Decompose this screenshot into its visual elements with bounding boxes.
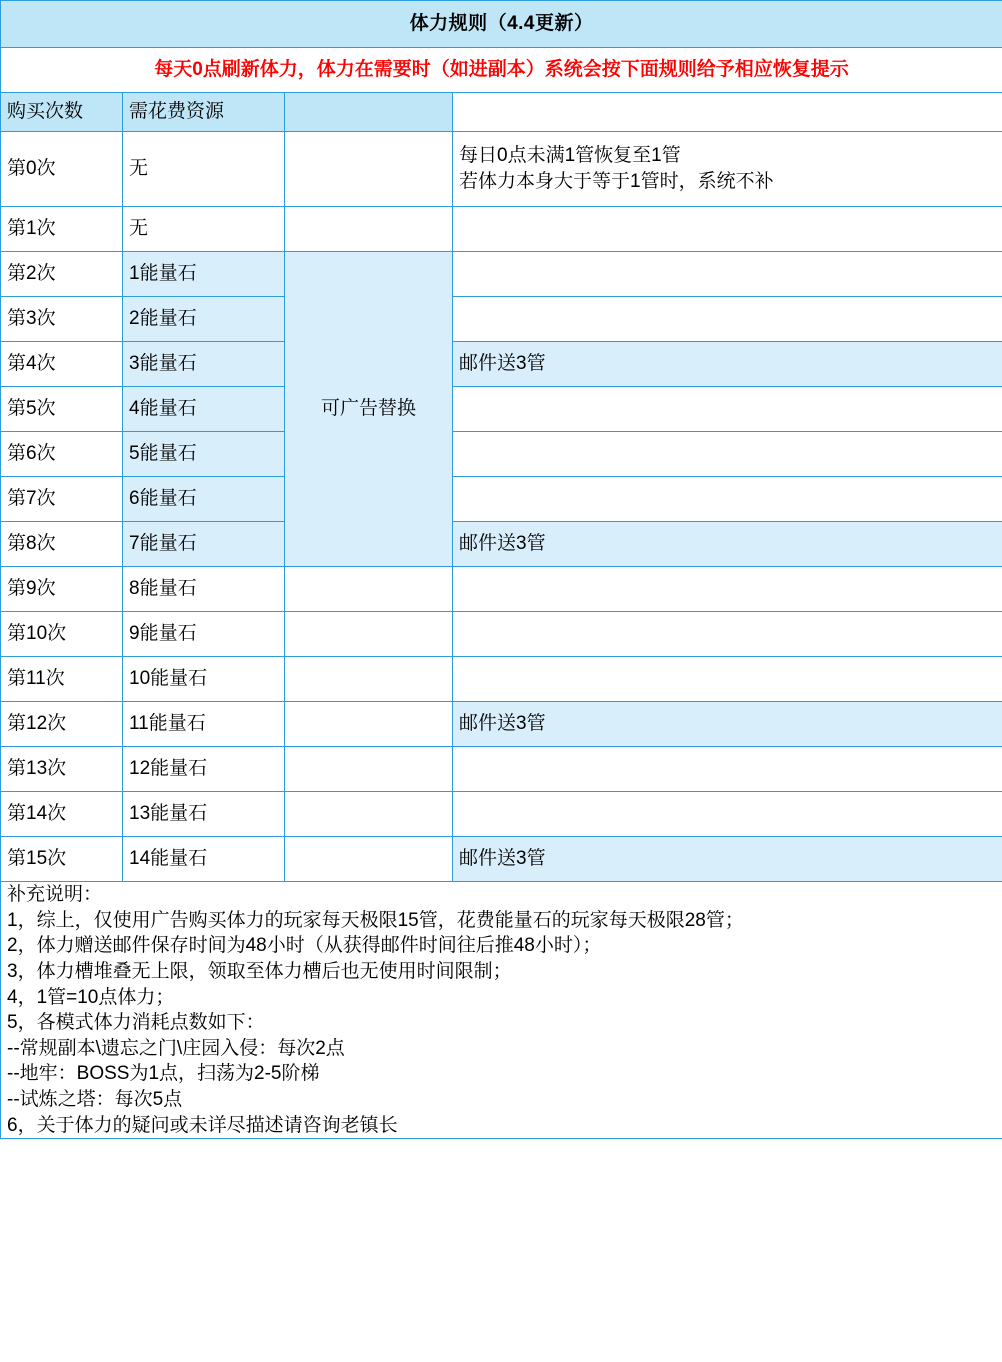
- column-header-cost: 需花费资源: [123, 93, 285, 132]
- footer-line-2: 2，体力赠送邮件保存时间为48小时（从获得邮件时间往后推48小时）；: [7, 935, 602, 957]
- row-count: 第5次: [1, 387, 123, 432]
- row-ad: [285, 132, 453, 207]
- row-cost: 10能量石: [123, 657, 285, 702]
- footer-line-6: --常规副本\遗忘之门\庄园入侵：每次2点: [7, 1037, 345, 1059]
- row-count: 第15次: [1, 837, 123, 882]
- row-ad: [285, 567, 453, 612]
- row-note: 邮件送3管: [453, 702, 1002, 747]
- row-count: 第3次: [1, 297, 123, 342]
- row-cost: 11能量石: [123, 702, 285, 747]
- row-note: [453, 477, 1002, 522]
- row-count: 第7次: [1, 477, 123, 522]
- row-count: 第8次: [1, 522, 123, 567]
- row-note: [453, 657, 1002, 702]
- row-cost: 9能量石: [123, 612, 285, 657]
- table-row: [1, 837, 1002, 882]
- row-cost: 无: [123, 132, 285, 207]
- table-row: [1, 432, 1002, 477]
- row-count: 第13次: [1, 747, 123, 792]
- footer-heading: 补充说明：: [7, 884, 103, 905]
- row-cost: 14能量石: [123, 837, 285, 882]
- table-row: [1, 567, 1002, 612]
- table-row: [1, 657, 1002, 702]
- table-row: [1, 297, 1002, 342]
- footer-line-8: --试炼之塔：每次5点: [7, 1089, 183, 1111]
- row-cost: 无: [123, 207, 285, 252]
- row-cost: 6能量石: [123, 477, 285, 522]
- row-note: [453, 567, 1002, 612]
- row-count: 第2次: [1, 252, 123, 297]
- row-count: 第4次: [1, 342, 123, 387]
- title-row: [1, 1, 1002, 48]
- column-header-note: [453, 93, 1002, 132]
- row-note: 邮件送3管: [453, 522, 1002, 567]
- row-note: [453, 792, 1002, 837]
- row-note-line-1: 每日0点未满1管恢复至1管: [459, 145, 681, 167]
- footer-row: [1, 882, 1002, 1139]
- row-ad: [285, 612, 453, 657]
- footer-line-5: 5，各模式体力消耗点数如下：: [7, 1012, 265, 1034]
- row-cost: 12能量石: [123, 747, 285, 792]
- row-note: [453, 297, 1002, 342]
- table-row: [1, 207, 1002, 252]
- table-row: [1, 702, 1002, 747]
- row-cost: 7能量石: [123, 522, 285, 567]
- row-cost: 4能量石: [123, 387, 285, 432]
- header-row: [1, 93, 1002, 132]
- row-ad: [285, 747, 453, 792]
- ad-replacement-cell: 可广告替换: [285, 252, 453, 567]
- row-note: 邮件送3管: [453, 342, 1002, 387]
- row-cost: 8能量石: [123, 567, 285, 612]
- row-count: 第1次: [1, 207, 123, 252]
- row-ad: [285, 837, 453, 882]
- row-ad: [285, 207, 453, 252]
- table-row: [1, 477, 1002, 522]
- row-count: 第9次: [1, 567, 123, 612]
- row-note: [453, 612, 1002, 657]
- footer-line-1: 1，综上，仅使用广告购买体力的玩家每天极限15管，花费能量石的玩家每天极限28管；: [7, 909, 744, 931]
- row-ad: [285, 792, 453, 837]
- table-row: [1, 342, 1002, 387]
- column-header-ad: [285, 93, 453, 132]
- row-note: [453, 252, 1002, 297]
- row-count: 第6次: [1, 432, 123, 477]
- table-row: [1, 252, 1002, 297]
- notice-row: [1, 48, 1002, 93]
- footer-line-7: --地牢：BOSS为1点，扫荡为2-5阶梯: [7, 1063, 320, 1085]
- row-cost: 5能量石: [123, 432, 285, 477]
- row-cost: 2能量石: [123, 297, 285, 342]
- row-cost: 3能量石: [123, 342, 285, 387]
- footer-line-3: 3，体力槽堆叠无上限，领取至体力槽后也无使用时间限制；: [7, 960, 512, 982]
- row-note: 邮件送3管: [453, 837, 1002, 882]
- column-header-count: 购买次数: [1, 93, 123, 132]
- row-count: 第10次: [1, 612, 123, 657]
- row-cost: 13能量石: [123, 792, 285, 837]
- row-ad: [285, 657, 453, 702]
- row-count: 第11次: [1, 657, 123, 702]
- row-count: 第12次: [1, 702, 123, 747]
- table-row: [1, 612, 1002, 657]
- row-note: [453, 387, 1002, 432]
- page-title: 体力规则（4.4更新）: [1, 1, 1002, 48]
- table-row: [1, 522, 1002, 567]
- notice-text: 每天0点刷新体力，体力在需要时（如进副本）系统会按下面规则给予相应恢复提示: [1, 48, 1002, 93]
- row-note: [453, 132, 1002, 207]
- table-row: [1, 387, 1002, 432]
- table-row: [1, 132, 1002, 207]
- row-count: 第0次: [1, 132, 123, 207]
- row-note: [453, 432, 1002, 477]
- table-row: [1, 792, 1002, 837]
- row-note: [453, 747, 1002, 792]
- table-body: [1, 1, 1002, 1139]
- row-ad: [285, 702, 453, 747]
- row-count: 第14次: [1, 792, 123, 837]
- table-row: [1, 747, 1002, 792]
- row-note-line-2: 若体力本身大于等于1管时，系统不补: [459, 171, 774, 192]
- footer-line-9: 6，关于体力的疑问或未详尽描述请咨询老镇长: [7, 1114, 398, 1136]
- row-note: [453, 207, 1002, 252]
- footer-line-4: 4，1管=10点体力；: [7, 986, 175, 1008]
- supplementary-notes: [1, 882, 1002, 1139]
- row-cost: 1能量石: [123, 252, 285, 297]
